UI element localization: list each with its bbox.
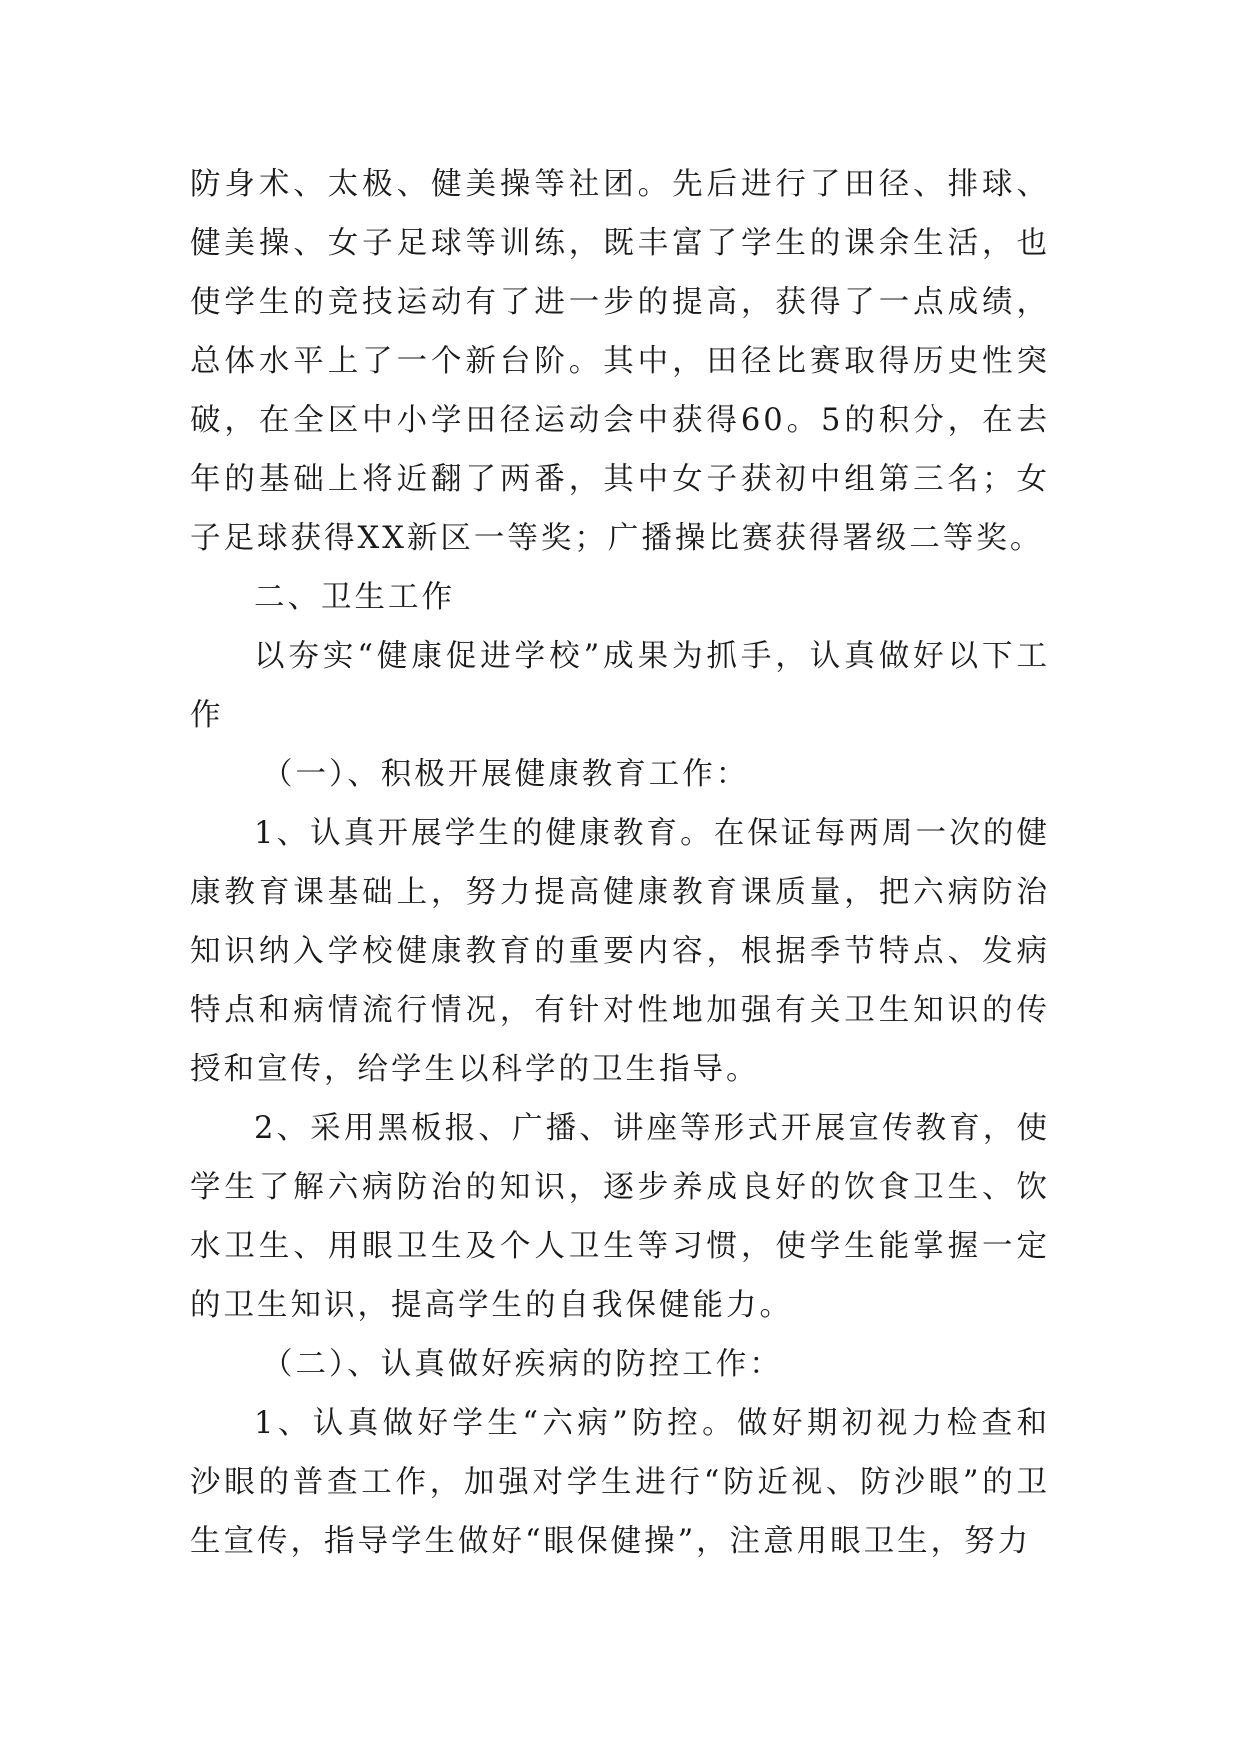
paragraph-health-education-2: 2、采用黑板报、广播、讲座等形式开展宣传教育，使学生了解六病防治的知识，逐步养成良好的饮食卫生、饮水卫生、用眼卫生及个人卫生等习惯，使学生能掌握一定的卫生知识，提高学生的自我保健能力。 <box>190 1111 1050 1323</box>
subheading-health-education: （一）、积极开展健康教育工作： <box>262 757 750 792</box>
paragraph-sports-achievements: 防身术、太极、健美操等社团。先后进行了田径、排球、健美操、女子足球等训练，既丰富了学生的课余生活，也使学生的竞技运动有了进一步的提高，获得了一点成绩，总体水平上了一个新台阶。其中，田径比赛取得历史性突破，在全区中小学田径运动会中获得60。5的积分，在去年的基础上将近翻了两番，其中女子获初中组第三名；女子足球获得XX新区一等奖；广播操比赛获得署级二等奖。 <box>190 167 1050 556</box>
document-body <box>190 155 1050 1571</box>
paragraph-health-education-1: 1、认真开展学生的健康教育。在保证每两周一次的健康教育课基础上，努力提高健康教育课质量，把六病防治知识纳入学校健康教育的重要内容，根据季节特点、发病特点和病情流行情况，有针对性地加强有关卫生知识的传授和宣传，给学生以科学的卫生指导。 <box>190 816 1050 1087</box>
section-heading-health-work: 二、卫生工作 <box>254 580 455 615</box>
subheading-disease-control: （二）、认真做好疾病的防控工作： <box>262 1347 783 1382</box>
paragraph-health-intro: 以夯实“健康促进学校”成果为抓手，认真做好以下工作 <box>190 639 1050 733</box>
paragraph-disease-control-1: 1、认真做好学生“六病”防控。做好期初视力检查和沙眼的普查工作，加强对学生进行“防近视、防沙眼”的卫生宣传，指导学生做好“眼保健操”，注意用眼卫生，努力 <box>190 1406 1050 1559</box>
